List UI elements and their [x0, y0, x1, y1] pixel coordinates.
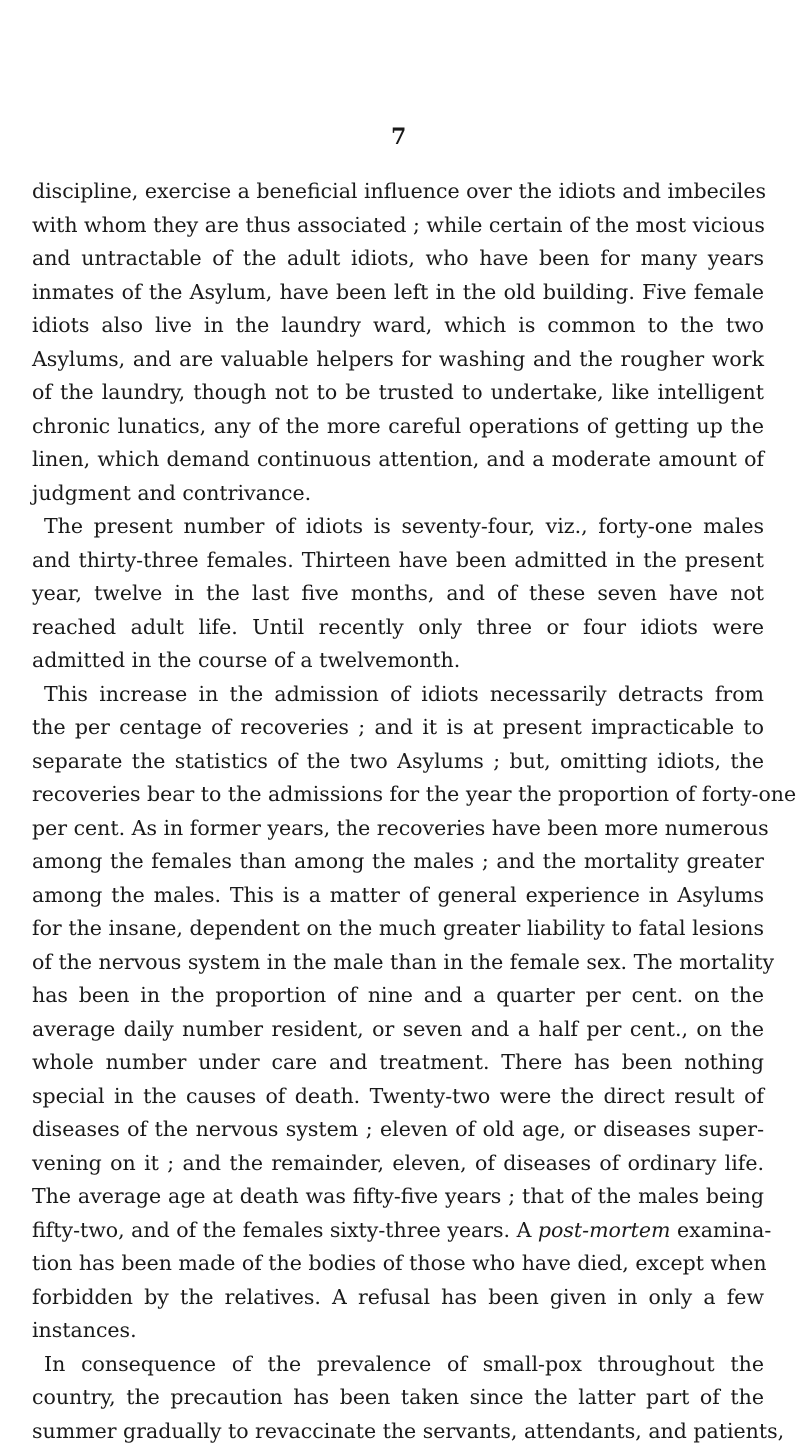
text-line: vening on it ; and the remainder, eleven, of diseases of ordinary life. [32, 1147, 764, 1181]
text-line: among the males. This is a matter of general experience in Asylums [32, 879, 764, 913]
paragraph-end-line: admitted in the course of a twelvemonth. [32, 644, 764, 678]
text-line: Asylums, and are valuable helpers for washing and the rougher work [32, 343, 764, 377]
text-line: forbidden by the relatives. A refusal has been given in only a few [32, 1281, 764, 1315]
text-line: summer gradually to revaccinate the servants, attendants, and patients, [32, 1415, 764, 1448]
text-line: year, twelve in the last five months, and of these seven have not [32, 577, 764, 611]
text-line: country, the precaution has been taken since the latter part of the [32, 1381, 764, 1415]
text-line: recoveries bear to the admissions for the year the proportion of forty-one [32, 778, 764, 812]
text-line: for the insane, dependent on the much greater liability to fatal lesions [32, 912, 764, 946]
text-line: special in the causes of death. Twenty-two were the direct result of [32, 1080, 764, 1114]
line-start: fifty-two, and of the females sixty-three years. [32, 1218, 510, 1242]
paragraph-start-line: The present number of idiots is seventy-four, viz., forty-one males [32, 510, 764, 544]
page-number: 7 [391, 124, 406, 150]
text-line: and thirty-three females. Thirteen have been admitted in the present [32, 544, 764, 578]
italic-term: post-mortem [538, 1218, 671, 1242]
text-line: discipline, exercise a beneficial influence over the idiots and imbeciles [32, 175, 764, 209]
body-text [32, 175, 764, 1448]
text-line: The average age at death was fifty-five years ; that of the males being [32, 1180, 764, 1214]
paragraph-start-line: In consequence of the prevalence of small-pox throughout the [32, 1348, 764, 1382]
text-line: and untractable of the adult idiots, who have been for many years [32, 242, 764, 276]
text-line: has been in the proportion of nine and a quarter per cent. on the [32, 979, 764, 1013]
text-line: reached adult life. Until recently only three or four idiots were [32, 611, 764, 645]
text-line-with-italic [32, 1214, 764, 1248]
text-line: of the nervous system in the male than in the female sex. The mortality [32, 946, 764, 980]
text-line: chronic lunatics, any of the more careful operations of getting up the [32, 410, 764, 444]
paragraph-end-line: judgment and contrivance. [32, 477, 764, 511]
text-line: inmates of the Asylum, have been left in the old building. Five female [32, 276, 764, 310]
text-line: average daily number resident, or seven and a half per cent., on the [32, 1013, 764, 1047]
line-mid: A [517, 1218, 532, 1242]
text-line: among the females than among the males ; and the mortality greater [32, 845, 764, 879]
text-line: tion has been made of the bodies of those who have died, except when [32, 1247, 764, 1281]
text-line: whole number under care and treatment. There has been nothing [32, 1046, 764, 1080]
text-line: idiots also live in the laundry ward, which is common to the two [32, 309, 764, 343]
paragraph-start-line: This increase in the admission of idiots necessarily detracts from [32, 678, 764, 712]
text-line: linen, which demand continuous attention, and a moderate amount of [32, 443, 764, 477]
line-end: examina- [677, 1218, 771, 1242]
text-line: the per centage of recoveries ; and it is at present impracticable to [32, 711, 764, 745]
text-line: per cent. As in former years, the recoveries have been more numerous [32, 812, 764, 846]
text-line: of the laundry, though not to be trusted to undertake, like intelligent [32, 376, 764, 410]
text-line: separate the statistics of the two Asylums ; but, omitting idiots, the [32, 745, 764, 779]
text-line: with whom they are thus associated ; while certain of the most vicious [32, 209, 764, 243]
text-line: diseases of the nervous system ; eleven of old age, or diseases super- [32, 1113, 764, 1147]
paragraph-end-line: instances. [32, 1314, 764, 1348]
